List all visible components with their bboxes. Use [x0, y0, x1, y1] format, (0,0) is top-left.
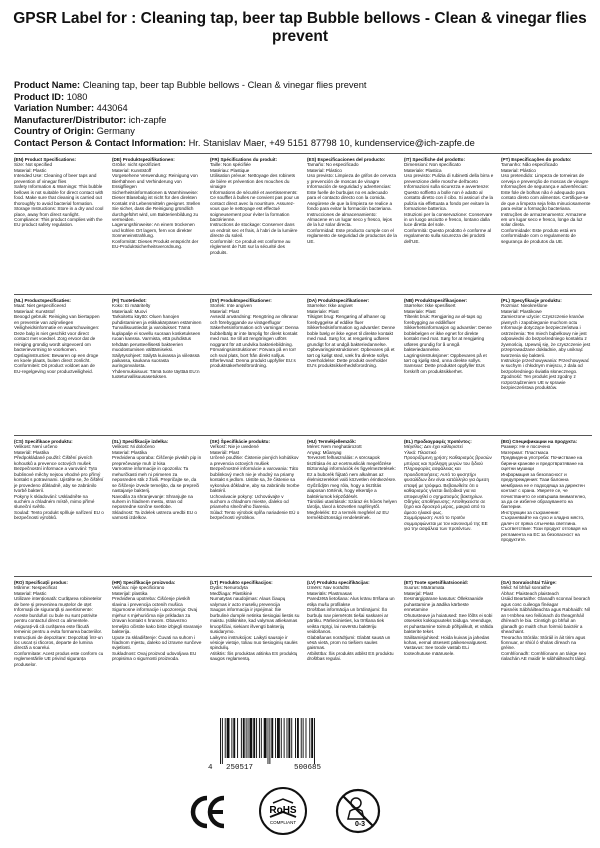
country-value: Germany — [96, 126, 135, 137]
spec-heading: (CS) Specifikace produktu: — [14, 439, 73, 444]
spec-body: Dimensioni: Non specificato Materiale: Plastica Uso previsto: Pulizia di rubinetti della birra e prevenzione delle mosche dell'aceto Informazioni sulla sicurezza e avvertenze: Questo soffietto a bolle non è adatto al contatto diretto con il cibo. Si assicuri che la pulizia sia effettuata a fondo per evitare la formazione batterica. Istruzioni per la conservazione: Conservare in un luogo asciutto e fresco, lontano dalla luce diretta del sole. Conformità: Questo prodotto è conforme al regolamento sulla sicurezza dei prodotti dell'UE. — [404, 162, 494, 244]
spec-body: Suurus: Määramata Materjal: Plast Eesmärgipärane kasutus: Õllekraanide puhastamine ja äädika kärbeste ennetamine Ohutusteave ja hoiatused: See lõõts ei sobi otseseks kokkupuuteks toiduga. Veenduge, et puhastamine toimub põhjalikult, et vältida bakterite teket. Säilitamisjuhised: Hoida kuivas ja jahedas kohas, eemal otsesest päikesevalgusest. Vastavus: See toode vastab ELi tooteohutuse määrusele. — [404, 585, 494, 656]
spec-language-block — [404, 439, 494, 573]
spec-language-block — [210, 439, 300, 573]
spec-heading: (SK) Špecifikácie produktu: — [210, 439, 270, 444]
spec-band-divider — [14, 294, 592, 295]
spec-language-block — [112, 298, 202, 432]
spec-heading: (DE) Produktspezifikationen: — [112, 157, 175, 162]
spec-language-block — [307, 157, 397, 291]
barcode-bar — [297, 718, 299, 758]
variation-value: 443064 — [96, 103, 128, 114]
spec-heading: (ET) Toote spetsifikatsioonid: — [404, 580, 469, 585]
barcode-bar — [303, 718, 304, 758]
product-id-value: 1080 — [66, 91, 88, 102]
spec-body: Veľkosť: Nie je uvedené Materiál: Plast Určené použitie: Čistenie pivných kohútikov a prevencia octových mušiek Bezpečnostné informácie a varovania: Táto bublinkový mech nie je vhodný na priamy kontakt s jedlom. Uistite sa, že čistenie sa vykonáva dôkladne, aby sa zabránilo tvorbe baktérií. Uchovávacie pokyny: Uchovávajte v suchom a chladnom mieste, ďaleko od priameho slnečného žiarenia. Súlad: Tento výrobok spĺňa nariadenie EÚ o bezpečnosti výrobkov. — [210, 444, 300, 521]
spec-language-block — [14, 439, 104, 573]
age-range-text: 0-3 — [354, 821, 366, 828]
variation-label: Variation Number: — [14, 103, 95, 114]
spec-heading: (EN) Product Specifications: — [14, 157, 77, 162]
barcode-bar — [291, 718, 292, 758]
spec-heading: (IT) Specifiche del prodotto: — [404, 157, 465, 162]
not-for-children-0-3-icon — [334, 787, 382, 835]
spec-language-block — [404, 580, 494, 714]
spec-body: Größe: nicht spezifiziert Material: Kunststoff Vorgesehene Verwendung: Reinigung von Bierhähnen und Verhinderung von Essigfliegen Sicherheitsinformationen & Warnhinweise: Dieser Blasebalg ist nicht für den direkten Kontakt mit Lebensmitteln geeignet. Stellen Sie sicher, dass die Reinigung gründlich durchgeführt wird, um Bakterienbildung zu vermeiden. Lagerungshinweise: An einem trockenen und kühlen Ort lagern, fern von direkter Sonneneinstrahlung. Konformität: Dieses Produkt entspricht der EU-Produktsicherheitsverordnung. — [112, 162, 201, 250]
spec-body: Taille: Non spécifiée Matériau: Plastique Utilisation prévue: Nettoyage des robinets de bière et prévention des mouches du vinaigre Informations de sécurité et avertissements: Ce soufflet à bulles ne convient pas pour un contact direct avec la nourriture. Assurez-vous que le nettoyage est effectué soigneusement pour éviter la formation bactérienne. Instructions de stockage: Conserver dans un endroit sec et frais, à l'abri de la lumière directe du soleil. Conformité: Ce produit est conforme au règlement de l'UE sur la sécurité des produits. — [210, 162, 300, 255]
spec-language-block — [501, 157, 591, 291]
spec-language-block — [307, 439, 397, 573]
barcode-bar — [284, 718, 285, 758]
product-id-row — [14, 92, 594, 104]
barcode-bar — [227, 718, 230, 758]
spec-body: Size: Not specified Material: Plastic Intended Use: Cleaning of beer taps and prevention of vinegar flies Safety Information & Warnings: This bubble bellows is not suitable for direct contact with food. Make sure that cleaning is carried out thoroughly to avoid bacterial formation. Storage Instructions: Store in a dry and cool place, away from direct sunlight. Compliance: This product complies with the EU product safety regulation. — [14, 162, 104, 228]
barcode-bar — [261, 718, 262, 758]
spec-heading: (GA) Sonraíochtaí Táirge: — [501, 580, 557, 585]
country-row — [14, 126, 594, 138]
barcode-bar — [233, 718, 235, 758]
spec-body: Mărime: Nespecificat Material: Plastic Utilizare intenționată: Curățarea robinetelor de bere și prevenirea muștelor de oțet Informații de siguranță și avertismente: Aceste burdufuri cu bule nu sunt potrivite pentru contactul direct cu alimentele. Asigurați-vă că curățarea este făcută temeinic pentru a evita formarea bacteriilor. Instrucțiuni de depozitare: Depozitați într-un loc uscat și răcoros, departe de lumina directă a soarelui. Conformitate: Acest produs este conform cu reglementările UE privind siguranța produselor. — [14, 585, 104, 667]
spec-heading: (LV) Produktu specifikācijas: — [307, 580, 370, 585]
barcode-last-digits: 500685 — [294, 764, 322, 772]
country-label: Country of Origin: — [14, 126, 95, 137]
barcode-bar — [253, 718, 255, 758]
product-name-value: Cleaning tap, beer tap Bubble bellows - Clean & vinegar flies prevent — [82, 80, 367, 90]
barcode-bar — [241, 718, 242, 758]
spec-heading: (SL) Specifikacije izdelka: — [112, 439, 169, 444]
barcode-image — [218, 718, 354, 764]
spec-body: Méid: Ní bhfuil sonraithe Ábhar: Plaisteach plaisteach Úsáid Beartaithe: Glanadh sconnaí beorach agus cosc cuileoga fínéagar Faisnéis Sábháilteachta agus Rabhaidh: Níl an t-Inbhea seo feiliúnach do theagmháil dhíreach le bia. Cinntigh go bhfuil an glanadh go maith chun foirmiú baictéir a sheachaint. Treoracha Stórála: Stóráil in áit tirim agus fionnuar, ar shiúl ó sholas díreach na gréine. Comhlíonadh: Comhlíonann an táirge seo rialachán AE maidir le sábháilteacht táirgí. — [501, 585, 591, 662]
spec-language-block — [501, 298, 591, 432]
spec-heading: (NB) Produktspesifikasjoner: — [404, 298, 468, 303]
spec-heading: (RO) Specificații produs: — [14, 580, 68, 585]
manufacturer-value: ich-zapfe — [128, 114, 167, 125]
spec-language-block — [112, 157, 202, 291]
barcode-bar — [231, 718, 232, 758]
barcode-bar — [249, 718, 252, 758]
barcode-bar — [222, 718, 223, 764]
spec-body: Velikost: Není určeno Materiál: Plastika Předpokládané použití: Čištění pivních kohoutků a prevence octových mušek Bezpečnostní informace a varování: Tyto bublinové měchy nejsou vhodné pro přímý kontakt s potravinami. Ujistěte se, že čištění je provedeno důkladně, aby se zabránilo tvorbě bakterií. Pokyny k skladování: Uskladněte na suchém a chladném místě, mimo přímé sluneční světlo. Soulad: Tento produkt splňuje nařízení EU o bezpečnosti výrobků. — [14, 444, 104, 521]
spec-body: Velikost: Ni določeno Material: Plastika Predvidena uporaba: Čiščenje pivskih pip in preprečevanje muh iz kisa Varnostne informacije in opozorila: Ta mehurčkasti meh ni primeren za neposreden stik z živili. Prepričajte se, da se čiščenje izvede temeljito, da se prepreči nastajanje bakterij. Navodila za shranjevanje: Shranjujte na suhem in hladnem mestu, stran od neposredne sončne svetlobe. Skladnost: Ta izdelek ustreza uredbi EU o varnosti izdelkov. — [112, 444, 202, 521]
page-title: GPSR Label for : Cleaning tap, beer tap Bubble bellows - Clean & vinegar flies prevent — [13, 10, 587, 45]
spec-language-block — [112, 580, 202, 714]
spec-heading: (ES) Especificaciones del producto: — [307, 157, 386, 162]
barcode-first-digit: 4 — [208, 764, 213, 772]
barcode-bar — [281, 718, 282, 758]
spec-body: Tamanho: Não especificado Material: Plástico Uso pretendido: Limpeza de torneiras de cerveja e prevenção de moscas de vinagre Informações de segurança e advertências: Este fole de bolhas não é adequado para contato direto com alimentos. Certifique-se de que a limpeza seja feita minuciosamente para evitar a formação bacteriana. Instruções de armazenamento: Armazene em um lugar seco e fresco, longe da luz solar direta. Conformidade: Este produto está em conformidade com o regulamento de segurança de produtos da UE. — [501, 162, 591, 244]
spec-body: Tamaño: No especificado Material: Plástico Uso previsto: Limpieza de grifos de cerveza y prevención de moscas de vinagre Información de seguridad y advertencias: Este fuelle de burbujas no es adecuado para el contacto directo con la comida. Asegúrese de que la limpieza se realice a fondo para evitar la formación bacteriana. Instrucciones de almacenamiento: Almacene en un lugar seco y fresco, lejos de la luz solar directa. Conformidad: Este producto cumple con el reglamento de seguridad de productos de la UE. — [307, 162, 397, 244]
spec-body: Koko: Ei määritelty Materiaali: Muovi Tarkoitettu käyttö: Oluen hanojen puhdistaminen ja etikkakärpäsen estäminen Turvallisuustiedot ja varoitukset: Tämä kuplapalje ei sovellu suoraan kosketukseen ruoan kanssa. Varmista, että puhdistus tehdään perusteellisesti bakteerien muodostumisen välttämiseksi. Säilytysohjeet: Säilytä kuivassa ja viileässä paikassa, kaukana suorasta auringonvalosta. Yhdenmukaisuus: Tämä tuote täyttää EU:n tuoteturvallisuusasetuksen. — [112, 303, 202, 380]
spec-language-block — [501, 439, 591, 573]
spec-body: Størrelse: Ikke angivet Materiale: Plast Tilsigtet brug: Rengøring af ølhaner og forebyggelse af eddike fluer Sikkerhedsinformation og advarsler: Denne boble bælg er ikke egnet til direkte kontakt med mad. Sørg for, at rengøring udføres grundigt for at undgå bakteriedannelse. Opbevaringsinstruktioner: Opbevares på et tørt og køligt sted, væk fra direkte sollys. Overholdelse: Dette produkt overholder EU's produktsikkerhedsforordning. — [307, 303, 396, 369]
spec-language-block — [210, 298, 300, 432]
barcode-bar — [295, 718, 296, 758]
spec-heading: (EL) Προδιαγραφές προϊόντος: — [404, 439, 472, 444]
spec-band-divider — [14, 576, 592, 577]
rohs-compliant-icon — [258, 786, 308, 836]
manufacturer-label: Manufacturer/Distributor: — [14, 114, 127, 125]
spec-language-block — [307, 580, 397, 714]
product-name-row — [14, 80, 594, 92]
barcode-bar — [311, 718, 313, 758]
spec-body: Dydis: Nenurodyta Medžiaga: Plastikinė Numatytas naudojimas: Alaus čiaupų valymas ir acto muselių prevencija Saugos informacija ir įspėjimai: Šie burbulinė dumplė netinka tiesiogiai liestis su maistu. Įsitikinkite, kad valymas atliekamas kruopščiai, siekiant išvengti bakterijų susidarymo. Laikymo instrukcijos: Laikyti sausoje ir vėsioje vietoje, toliau nuo tiesioginių saulės spindulių. Atitiktis: Šis produktas atitinka ES produktų saugos reglamentą. — [210, 585, 300, 662]
spec-heading: (NL) Productspecificaties: — [14, 298, 71, 303]
product-name-label: Product Name: — [14, 80, 81, 90]
contact-label: Contact Person & Contact Information: — [14, 137, 186, 148]
spec-language-block — [210, 157, 300, 291]
barcode-bar — [277, 718, 280, 758]
barcode-bar — [269, 718, 270, 764]
barcode-bar — [271, 718, 273, 758]
barcode-bar — [220, 718, 221, 764]
spec-language-block — [501, 580, 591, 714]
barcode-bar — [309, 718, 310, 758]
spec-language-block — [210, 580, 300, 714]
spec-heading: (LT) Produkto specifikacijos: — [210, 580, 273, 585]
product-id-label: Product ID: — [14, 91, 65, 102]
spec-language-block — [404, 157, 494, 291]
barcode-bar — [306, 718, 307, 758]
spec-body: Storlek: Inte angiven Material: Plast Avsedd användning: Rengöring av ölkranar och förebyggande av vinägerflugor Säkerhetsinformation och varningar: Denna bubbelbälg är inte lämplig för direkt kontakt med mat. Se till att rengöringen utförs noggrant för att undvika bakteriebildning. Förvaringsinstruktioner: Förvara på en torr och sval plats, bort från direkt solljus. Efterlevnad: Denna produkt uppfyller EU:s produktsäkerhetsförordning. — [210, 303, 299, 369]
spec-body: Izmērs: Nav norādīts Materiāls: Plastmasas Paredzētā lietošana: Alus krānu tīrīšana un etiķa mušu profilakse Drošības informācija un brīdinājumi: Šo burbuļu nav piemērots tiešai saskarei ar pārtiku. Pārliecinieties, ka tīrīšana tiek veikta rūpīgi, lai novērstu baktēriju veidošanos. Glabāšanas norādījumi: Glabāt sausā un vēsā vietā, prom no tiešiem saules gaismas. Atbilstība: Šis produkts atbilst ES produktu drošības regulai. — [307, 585, 395, 662]
spec-body: Størrelse: Ikke spesifisert Materiale: Plast Tiltenkt bruk: Rengjøring av øl-taps og forebygging av eddikfluer Sikkerhetsinformasjon og advarsler: Denne boblebelgen er ikke egnet for direkte kontakt med mat. Sørg for at rengjøring utføres grundig for å unngå bakteriedannelse. Lagringsinstruksjoner: Oppbevares på et tørt og kjølig sted, unna direkte sollys. Samsvar: Dette produktet oppfyller EUs forskrift om produktsikkerhet. — [404, 303, 492, 374]
spec-body: Maat: Niet gespecificeerd Materiaal: Kunststof Beoogd gebruik: Reiniging van biertappen en preventie van azijnvliegen Veiligheidsinformatie en waarschuwingen: Deze balg is niet geschikt voor direct contact met voedsel. Zorg ervoor dat de reiniging grondig wordt uitgevoerd om bacterievorming te voorkomen. Opslaginstructies: Bewaren op een droge en koele plaats, buiten direct zonlicht. Conformiteit: Dit product voldoet aan de EU-regelgeving voor productveiligheid. — [14, 303, 100, 374]
spec-band-divider — [14, 435, 592, 436]
spec-heading: (HU) Termékjellemzők: — [307, 439, 357, 444]
spec-heading: (SV) Produktspecifikationer: — [210, 298, 272, 303]
barcode-bar — [237, 718, 238, 758]
spec-language-block — [14, 298, 104, 432]
contact-value: Hr. Stanislav Maer, +49 5151 87798 10, kundenservice@ich-zapfe.de — [188, 137, 475, 148]
spec-language-block — [14, 580, 104, 714]
barcode-bar — [248, 718, 249, 758]
barcode-bar — [287, 718, 288, 758]
contact-row — [14, 138, 594, 150]
spec-language-block — [307, 298, 397, 432]
spec-heading: (HR) Specifikacije proizvoda: — [112, 580, 176, 585]
barcode-middle-digits: 250517 — [226, 764, 254, 772]
barcode-bar — [256, 718, 257, 758]
ce-mark-icon — [188, 790, 232, 834]
barcode-bar — [268, 718, 269, 764]
spec-heading: (PT) Especificações do produto: — [501, 157, 572, 162]
spec-heading: (BG) Спецификации на продукта: — [501, 439, 578, 444]
barcode-bar — [288, 718, 290, 758]
barcode-bar — [264, 718, 267, 758]
barcode-bar — [314, 718, 315, 764]
manufacturer-row — [14, 115, 594, 127]
spec-language-block — [404, 298, 494, 432]
barcode-bar — [225, 718, 226, 758]
spec-heading: (FI) Tuotetiedot: — [112, 298, 147, 303]
spec-body: Veličina: nije specificirano Materijal: plastika Predviđena upotreba: Čišćenje pivskih slavina i prevencija octenih mušica Sigurnosne informacije i upozorenja: Ovaj mjehur s mjehurićima nije prikladan za izravan kontakt s hranom. Obavezno temeljito očistite kako biste izbjegli stvaranje bakterija. Upute za skladištenje: Čuvati na suhom i hladnom mjestu, daleko od izravne sunčeve svjetlosti. Sukladnost: Ovaj proizvod udovoljava EU propisima o sigurnosti proizvoda. — [112, 585, 202, 662]
spec-heading: (DA) Produktspecifikationer: — [307, 298, 370, 303]
barcode-bar — [301, 718, 302, 758]
barcode-bar — [243, 718, 245, 758]
spec-language-block — [112, 439, 202, 573]
spec-body: Méret: Nem meghatározott Anyag: Műanyag Tervezett felhasználás: A sörcsapok tisztítása és az ecetmuslicák megelőzése Biztonsági információk és figyelmeztetések: Ez a buborék fújtató nem alkalmas az élelmiszerekkel való közvetlen érintkezésre. Győződjön meg róla, hogy a tisztítás alaposan történik, hogy elkerülje a baktériumok képződését. Tárolási utasítások: Száraz és hűvös helyen tárolja, távol a közvetlen napfénytől. Megfelelés: Ez a termék megfelel az EU termékbiztonsági rendeletének. — [307, 444, 397, 521]
rohs-sub-text: COMPLIANT — [269, 820, 297, 825]
variation-row — [14, 103, 594, 115]
product-info — [14, 80, 594, 150]
barcode-bar — [275, 718, 276, 758]
barcode-bar — [259, 718, 260, 758]
spec-heading: (PL) Specyfikacje produktu: — [501, 298, 562, 303]
spec-body: Μέγεθος: Δεν έχει καθοριστεί Υλικό: Πλαστικό Προοριζόμενη χρήση: Καθαρισμός βρυσών μπύρας και πρόληψη μυγών του ξιδιού Πληροφορίες ασφάλειας και προειδοποιήσεις: Αυτό το φυσητήρι φυσαλίδων δεν είναι κατάλληλο για άμεση επαφή με τρόφιμα. Βεβαιωθείτε ότι ο καθαρισμός γίνεται διεξοδικά για να αποφευχθεί ο σχηματισμός βακτηρίων. Οδηγίες αποθήκευσης: Αποθηκεύστε σε ξηρό και δροσερό μέρος, μακριά από το άμεσο ηλιακό φως. Συμμόρφωση: Αυτό το προϊόν συμμορφώνεται με τον κανονισμό της ΕΕ για την ασφάλεια των προϊόντων. — [404, 444, 492, 532]
barcode-bar — [246, 718, 247, 758]
spec-language-block — [14, 157, 104, 291]
spec-heading: (FR) Spécifications du produit: — [210, 157, 278, 162]
spec-band-divider — [14, 153, 592, 154]
spec-body: Размер: Не е посочено Материал: Пластмаса Предвидена употреба: Почистване на бирени кранове и предотвратяване на оцетни мушици Информация за безопасност и предупреждения: Тази балонна мембрана не е подходяща за директен контакт с храна. Уверете се, че почистването се извършва внимателно, за да се избегне образуването на бактерии. Инструкции за съхранение: Съхранявайте на сухо и хладно място, далеч от пряка слънчева светлина. Съответствие: Този продукт отговаря на регламента на ЕС за безопасност на продуктите. — [501, 444, 587, 543]
spec-body: Rozmiar: Nieokreślone Materiał: Plastikowe Zamierzone użycie: Czyszczenie kranów piwnych i zapobieganie muchom octu Informacje dotyczące bezpieczeństwa i ostrzeżenia: Ten miech bąbelkowy nie jest odpowiedni do bezpośredniego kontaktu z żywnością. Upewnij się, że czyszczenie jest przeprowadzane dokładnie, aby uniknąć tworzenia się bakterii. Instrukcje przechowywania: Przechowywać w suchym i chłodnym miejscu, z dala od bezpośredniego światła słonecznego. Zgodność: Ten produkt jest zgodny z rozporządzeniem UE w sprawie bezpieczeństwa produktów. — [501, 303, 591, 391]
rohs-text: RoHS — [269, 805, 297, 816]
